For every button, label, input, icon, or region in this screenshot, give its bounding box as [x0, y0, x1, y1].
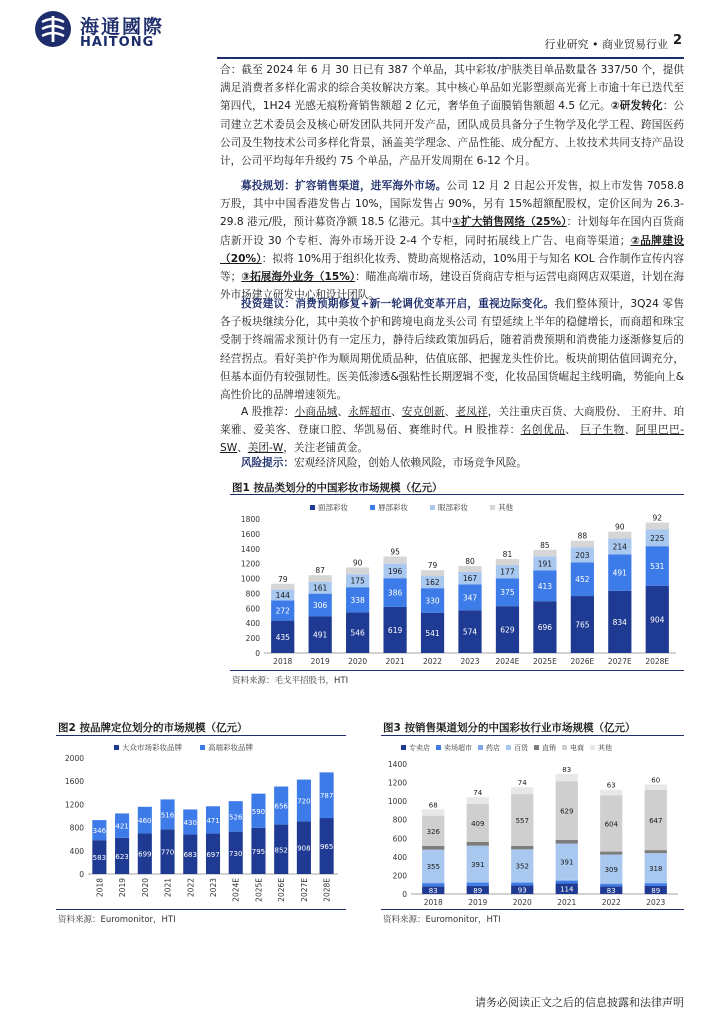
data-label: 730	[229, 849, 243, 858]
y-tick-label: 1400	[387, 760, 407, 769]
fig1-chart	[230, 497, 684, 669]
x-tick-label: 2027E	[607, 657, 632, 666]
data-label: 386	[387, 588, 403, 598]
legend-label: 电商	[570, 744, 584, 752]
sep: 、	[391, 406, 402, 418]
bar-segment	[556, 881, 578, 884]
legend-swatch	[401, 745, 406, 750]
legend-swatch	[310, 505, 315, 510]
data-label: 604	[604, 820, 618, 829]
data-label: 191	[537, 559, 553, 569]
legend-swatch	[590, 745, 595, 750]
bar-segment	[600, 884, 622, 886]
data-label: 144	[275, 591, 290, 601]
data-label: 196	[387, 566, 403, 576]
paragraph-risk	[220, 454, 684, 472]
data-label: 352	[515, 862, 529, 871]
data-label: 330	[425, 596, 440, 606]
x-tick-label: 2025E	[532, 657, 557, 666]
x-tick-label: 2021	[163, 878, 173, 898]
data-label: 491	[313, 630, 328, 640]
data-label: 765	[575, 620, 590, 630]
data-label: 90	[615, 522, 625, 532]
data-label: 413	[537, 581, 553, 591]
logo-text-en: HAITONG	[80, 35, 155, 50]
data-label: 89	[651, 886, 661, 895]
data-label: 720	[297, 797, 311, 806]
text: 宏观经济风险，创始人依赖风险，市场竞争风险。	[293, 457, 528, 469]
legend-label: 直销	[542, 744, 556, 752]
legend-swatch	[490, 505, 495, 510]
data-label: 326	[426, 827, 440, 836]
bar-segment	[645, 784, 667, 790]
text-bold: ③拓展海外业务（15%）	[241, 271, 356, 284]
bar-segment	[422, 846, 444, 850]
data-label: 583	[92, 854, 107, 863]
data-label: 60	[651, 776, 661, 785]
data-label: 318	[649, 864, 663, 873]
y-tick-label: 1800	[240, 515, 260, 524]
bar-segment	[346, 567, 369, 574]
x-tick-label: 2018	[273, 657, 293, 666]
page-number: 2	[672, 33, 682, 48]
legend-swatch	[200, 745, 205, 750]
bar-segment	[645, 850, 667, 853]
bar-segment	[421, 570, 444, 576]
data-label: 203	[575, 550, 590, 560]
y-tick-label: 400	[245, 619, 260, 629]
bar-segment	[496, 559, 519, 565]
data-label: 93	[517, 886, 527, 895]
bar-segment	[608, 532, 631, 539]
data-label: 74	[517, 779, 527, 788]
data-label: 79	[427, 561, 438, 571]
y-tick-label: 200	[245, 634, 260, 644]
y-tick-label: 0	[255, 649, 260, 658]
text: 合：截至 2024 年 6 月 30 日已有 387 个单品，其中彩妆/护肤类目单品数量各 337/50 个，提供满足消费者多样化需求的综合美妆解决方案。其中核心单品如光影塑颜高光膏上市逾十年已迭代至第四代，1H24 光感无痕粉膏销售额超 2 亿元，奢华鱼子面膜销售额超 4.5 亿元。	[220, 64, 684, 113]
legend-swatch	[430, 505, 435, 510]
y-tick-label: 1000	[240, 574, 260, 584]
legend-label: 大众市场彩妆品牌	[122, 743, 182, 752]
text: A 股推荐：	[241, 406, 295, 418]
data-label: 619	[387, 625, 403, 635]
legend-label: 唇部彩妆	[378, 503, 408, 512]
data-label: 83	[562, 765, 572, 774]
data-label: 852	[274, 846, 288, 855]
fig3-rule	[381, 735, 684, 736]
y-tick-label: 400	[69, 846, 84, 856]
paragraph-product-rd	[220, 61, 684, 170]
bar-segment	[556, 880, 578, 881]
y-tick-label: 800	[245, 589, 260, 599]
data-label: 590	[251, 807, 266, 816]
text: 公司 12 月 2 日起公开发售，拟上市发售 7058.8 万股，其中中国香港发售占 10%，国际发售占 90%，另有 15%超额配股权，定价区间为 26.3-29.8 港元/股，预计募资净额 18.5 亿港元。其中	[220, 180, 685, 229]
fig3-bottom-rule	[381, 909, 684, 910]
legend-swatch	[114, 745, 119, 750]
data-label: 656	[274, 802, 288, 811]
data-label: 81	[502, 550, 513, 560]
bar-segment	[646, 523, 669, 530]
fig3-chart	[381, 738, 684, 908]
data-label: 355	[426, 863, 440, 872]
data-label: 435	[275, 632, 290, 642]
data-label: 516	[160, 811, 175, 820]
y-tick-label: 2000	[64, 754, 84, 763]
x-tick-label: 2023	[460, 657, 480, 666]
data-label: 375	[500, 588, 515, 598]
bar-segment	[600, 790, 622, 796]
data-label: 214	[612, 542, 627, 552]
section-label: 行业研究 • 商业贸易行业	[544, 38, 668, 51]
data-label: 629	[560, 807, 574, 816]
data-label: 834	[612, 617, 627, 627]
y-tick-label: 600	[392, 834, 407, 844]
data-label: 546	[350, 628, 365, 638]
x-tick-label: 2026E	[277, 878, 287, 902]
legend-label: 卖场超市	[444, 744, 472, 752]
data-label: 526	[229, 813, 243, 822]
data-label: 409	[471, 820, 485, 829]
legend-swatch	[534, 745, 539, 750]
fig2-title: 图2 按品牌定位划分的市场规模（亿元）	[58, 722, 248, 734]
data-label: 683	[183, 851, 197, 860]
stock-link[interactable]: 名创优品	[520, 424, 566, 437]
logo-text-cn: 海通國際	[80, 16, 165, 38]
data-label: 272	[275, 606, 290, 616]
text: ：瞄准高端市场，建设百货商店专柜与运营电商网店双渠道，计划在海外市场建立研发中心和设计团队。	[220, 271, 685, 302]
sep: 、	[444, 406, 456, 418]
y-tick-label: 0	[79, 870, 84, 879]
bar-segment	[383, 557, 406, 564]
x-tick-label: 2019	[118, 878, 128, 898]
data-label: 908	[297, 844, 311, 853]
bar-segment	[458, 566, 481, 572]
fig1-source: 资料来源：毛戈平招股书，HTI	[232, 676, 349, 686]
x-tick-label: 2023	[209, 878, 218, 898]
x-tick-label: 2022	[601, 898, 621, 907]
bar-segment	[556, 774, 578, 782]
stock-link[interactable]: 小商品城	[294, 406, 338, 418]
data-label: 699	[138, 850, 152, 859]
data-label: 87	[315, 566, 325, 576]
data-label: 79	[277, 574, 288, 584]
data-label: 114	[560, 885, 574, 894]
x-tick-label: 2024E	[231, 878, 241, 902]
bar-segment	[511, 882, 533, 883]
header-rule	[217, 57, 684, 59]
fig2-source: 资料来源：Euromonitor，HTI	[58, 915, 176, 925]
data-label: 696	[537, 623, 553, 633]
data-label: 68	[428, 801, 438, 810]
text: ：公司建立艺术委员会及核心研发团队共同开发产品，团队成员具备分子生物学及化学工程、跨国医药公司及生物技术公司多样化背景，涵盖美学理念、产品性能、成分配方、上妆技术共同支持产品设计，公司平均每年升级约 75 个单品，产品开发周期在 6-12 个月。	[220, 100, 684, 168]
data-label: 90	[352, 558, 363, 568]
haitong-logo	[34, 10, 184, 50]
fig3-source: 资料来源：Euromonitor，HTI	[383, 915, 501, 925]
data-label: 161	[313, 583, 328, 593]
data-label: 309	[604, 865, 618, 874]
data-label: 904	[650, 615, 665, 625]
data-label: 795	[251, 847, 266, 856]
paragraph-stock-picks	[220, 403, 684, 458]
fig2-bottom-rule	[56, 909, 346, 910]
bar-segment	[467, 797, 489, 804]
legend-swatch	[370, 505, 375, 510]
x-tick-label: 2027E	[299, 878, 309, 902]
legend-label: 百货	[514, 744, 528, 752]
bar-segment	[422, 809, 444, 815]
stock-link[interactable]: 安克创新	[401, 406, 445, 418]
sep: 、	[624, 424, 636, 437]
sep: 、	[565, 424, 581, 437]
x-tick-label: 2022	[186, 878, 196, 898]
stock-link[interactable]: 老凤祥	[455, 406, 488, 418]
fig1-title: 图1 按品类划分的中国彩妆市场规模（亿元）	[232, 482, 443, 494]
data-label: 647	[649, 817, 663, 826]
legend-swatch	[506, 745, 511, 750]
data-label: 74	[473, 789, 483, 798]
data-label: 83	[606, 887, 616, 896]
fig3-title: 图3 按销售渠道划分的中国彩妆行业市场规模（亿元）	[383, 722, 636, 734]
x-tick-label: 2019	[310, 657, 330, 666]
x-tick-label: 2022	[422, 657, 443, 666]
stock-link[interactable]: 阿里巴巴-SW	[220, 424, 685, 455]
legend-swatch	[478, 745, 483, 750]
data-label: 63	[606, 781, 616, 790]
bar-segment	[422, 884, 444, 887]
data-label: 162	[425, 578, 440, 588]
bar-segment	[309, 575, 332, 581]
y-tick-label: 800	[392, 815, 407, 825]
paragraph-lead: 投资建议：消费预期修复+新一轮调优变革开启，重视边际变化。	[241, 298, 555, 310]
bar-segment	[511, 787, 533, 794]
legend-label: 其他	[498, 503, 513, 512]
bar-segment	[600, 852, 622, 855]
data-label: 80	[465, 557, 475, 567]
text-bold: ②研发转化	[610, 100, 663, 113]
bar-segment	[271, 584, 294, 590]
x-tick-label: 2021	[385, 657, 405, 666]
legend-swatch	[562, 745, 567, 750]
y-tick-label: 600	[245, 604, 260, 614]
data-label: 421	[115, 822, 129, 831]
bar-segment	[511, 846, 533, 850]
x-tick-label: 2024E	[495, 657, 520, 666]
y-tick-label: 1200	[64, 800, 84, 810]
text: ，关注老铺黄金。	[283, 442, 369, 455]
haitong-logo-icon	[34, 10, 72, 48]
data-label: 95	[390, 547, 400, 557]
sep: 、	[337, 406, 349, 418]
bar-segment	[511, 883, 533, 885]
data-label: 787	[319, 792, 334, 801]
legend-label: 眼部彩妆	[438, 503, 468, 512]
text-bold: ②品牌建设（20%）	[220, 234, 684, 265]
y-tick-label: 1600	[64, 777, 84, 787]
data-label: 471	[206, 816, 220, 825]
legend-swatch	[436, 745, 441, 750]
data-label: 306	[313, 601, 328, 611]
data-label: 88	[577, 531, 588, 541]
x-tick-label: 2020	[140, 878, 150, 898]
fig2-rule	[56, 735, 346, 736]
data-label: 491	[612, 568, 627, 578]
legend-label: 药店	[486, 744, 500, 752]
text: ：拟将 10%用于组织化妆秀、赞助高规格活动，10%用于与知名 KOL 合作制作宣传内容等；	[220, 252, 684, 284]
legend-label: 面部彩妆	[318, 503, 348, 512]
data-label: 541	[425, 628, 440, 638]
fig2-chart	[56, 738, 346, 908]
y-tick-label: 400	[392, 852, 407, 862]
x-tick-label: 2020	[348, 657, 368, 666]
paragraph-lead: 风险提示：	[241, 457, 294, 469]
x-tick-label: 2025E	[254, 878, 264, 902]
x-tick-label: 2021	[557, 898, 577, 907]
legend-label: 高端彩妆品牌	[208, 743, 253, 752]
y-tick-label: 1200	[240, 559, 260, 569]
x-tick-label: 2018	[423, 898, 443, 907]
paragraph-ipo-plan	[220, 177, 684, 304]
data-label: 175	[350, 576, 365, 586]
data-label: 629	[500, 625, 515, 635]
data-label: 574	[462, 627, 478, 637]
bar-segment	[571, 541, 594, 548]
data-label: 177	[500, 567, 515, 577]
paragraph-investment	[220, 295, 684, 404]
text: ，关注重庆百货、大商股份、 王府井、珀莱雅、爱美客、登康口腔、华凯易佰、赛维时代。H 股推荐：	[220, 406, 685, 437]
data-label: 347	[462, 593, 478, 603]
data-label: 391	[471, 860, 485, 869]
y-tick-label: 1600	[240, 529, 260, 539]
x-tick-label: 2023	[646, 898, 666, 907]
data-label: 770	[160, 848, 175, 857]
data-label: 92	[652, 513, 663, 523]
stock-link[interactable]: 巨子生物	[580, 424, 625, 437]
bar-segment	[645, 883, 667, 884]
bar-segment	[467, 882, 489, 883]
data-label: 338	[350, 595, 365, 605]
legend-label: 其他	[598, 744, 612, 752]
x-tick-label: 2028E	[322, 878, 332, 902]
x-tick-label: 2019	[468, 898, 488, 907]
y-tick-label: 200	[392, 871, 407, 881]
bar-segment	[533, 550, 556, 556]
stock-link[interactable]: 永辉超市	[348, 406, 392, 418]
data-label: 346	[92, 827, 107, 836]
data-label: 531	[650, 561, 665, 571]
data-label: 89	[473, 886, 483, 895]
text: 我们整体预计，3Q24 零售各子板块继续分化，其中美妆个护和跨境电商龙头公司 有望延续上半年的稳健增长，而商超和珠宝受制于终端需求预计仍有一定压力，静待后续政策加码后，随着消费预期和消费能力逐渐修复后的经营拐点。看好美护作为顺周期优质品种，估值底部、把握龙头性价比。板块前期估值回调充分，但基本面仍有较强韧性。医美低渗透&强粘性长期逻辑不变，化妆品国货崛起主线明确，势能向上&高性价比的品牌增速领先。	[220, 298, 685, 402]
data-label: 167	[462, 574, 478, 584]
data-label: 83	[428, 887, 438, 896]
bar-segment	[467, 842, 489, 846]
bar-segment	[467, 883, 489, 886]
x-tick-label: 2028E	[645, 657, 670, 666]
y-tick-label: 0	[402, 890, 407, 899]
legend-label: 专卖店	[409, 744, 430, 752]
text-bold: ①扩大销售网络（25%）	[452, 216, 567, 229]
bar-segment	[556, 840, 578, 844]
data-label: 85	[540, 540, 550, 550]
y-tick-label: 800	[69, 823, 84, 833]
data-label: 965	[319, 843, 334, 852]
y-tick-label: 1400	[240, 544, 260, 554]
fig1-rule	[230, 494, 684, 495]
data-label: 452	[575, 575, 590, 585]
data-label: 430	[183, 818, 197, 827]
data-label: 460	[138, 817, 152, 826]
bar-segment	[645, 883, 667, 885]
bar-segment	[600, 883, 622, 884]
data-label: 623	[115, 852, 129, 861]
sep: 、	[237, 442, 248, 455]
y-tick-label: 1200	[387, 778, 407, 788]
x-tick-label: 2018	[95, 878, 105, 898]
x-tick-label: 2020	[512, 898, 532, 907]
bar-segment	[422, 883, 444, 884]
footer-disclaimer: 请务必阅读正文之后的信息披露和法律声明	[475, 996, 684, 1009]
x-tick-label: 2026E	[570, 657, 595, 666]
data-label: 225	[650, 533, 665, 543]
data-label: 391	[560, 858, 574, 867]
stock-link[interactable]: 美团-W	[247, 442, 284, 455]
paragraph-lead: 募投规划：扩容销售渠道，进军海外市场。	[241, 180, 447, 192]
text: ：计划每年在国内百货商店新开设 30 个专柜、海外市场开设 2-4 个专柜，同时拓展线上广告、电商等渠道；	[220, 216, 684, 247]
data-label: 697	[206, 850, 220, 859]
y-tick-label: 1000	[387, 797, 407, 807]
data-label: 557	[515, 816, 529, 825]
fig1-bottom-rule	[230, 670, 684, 671]
